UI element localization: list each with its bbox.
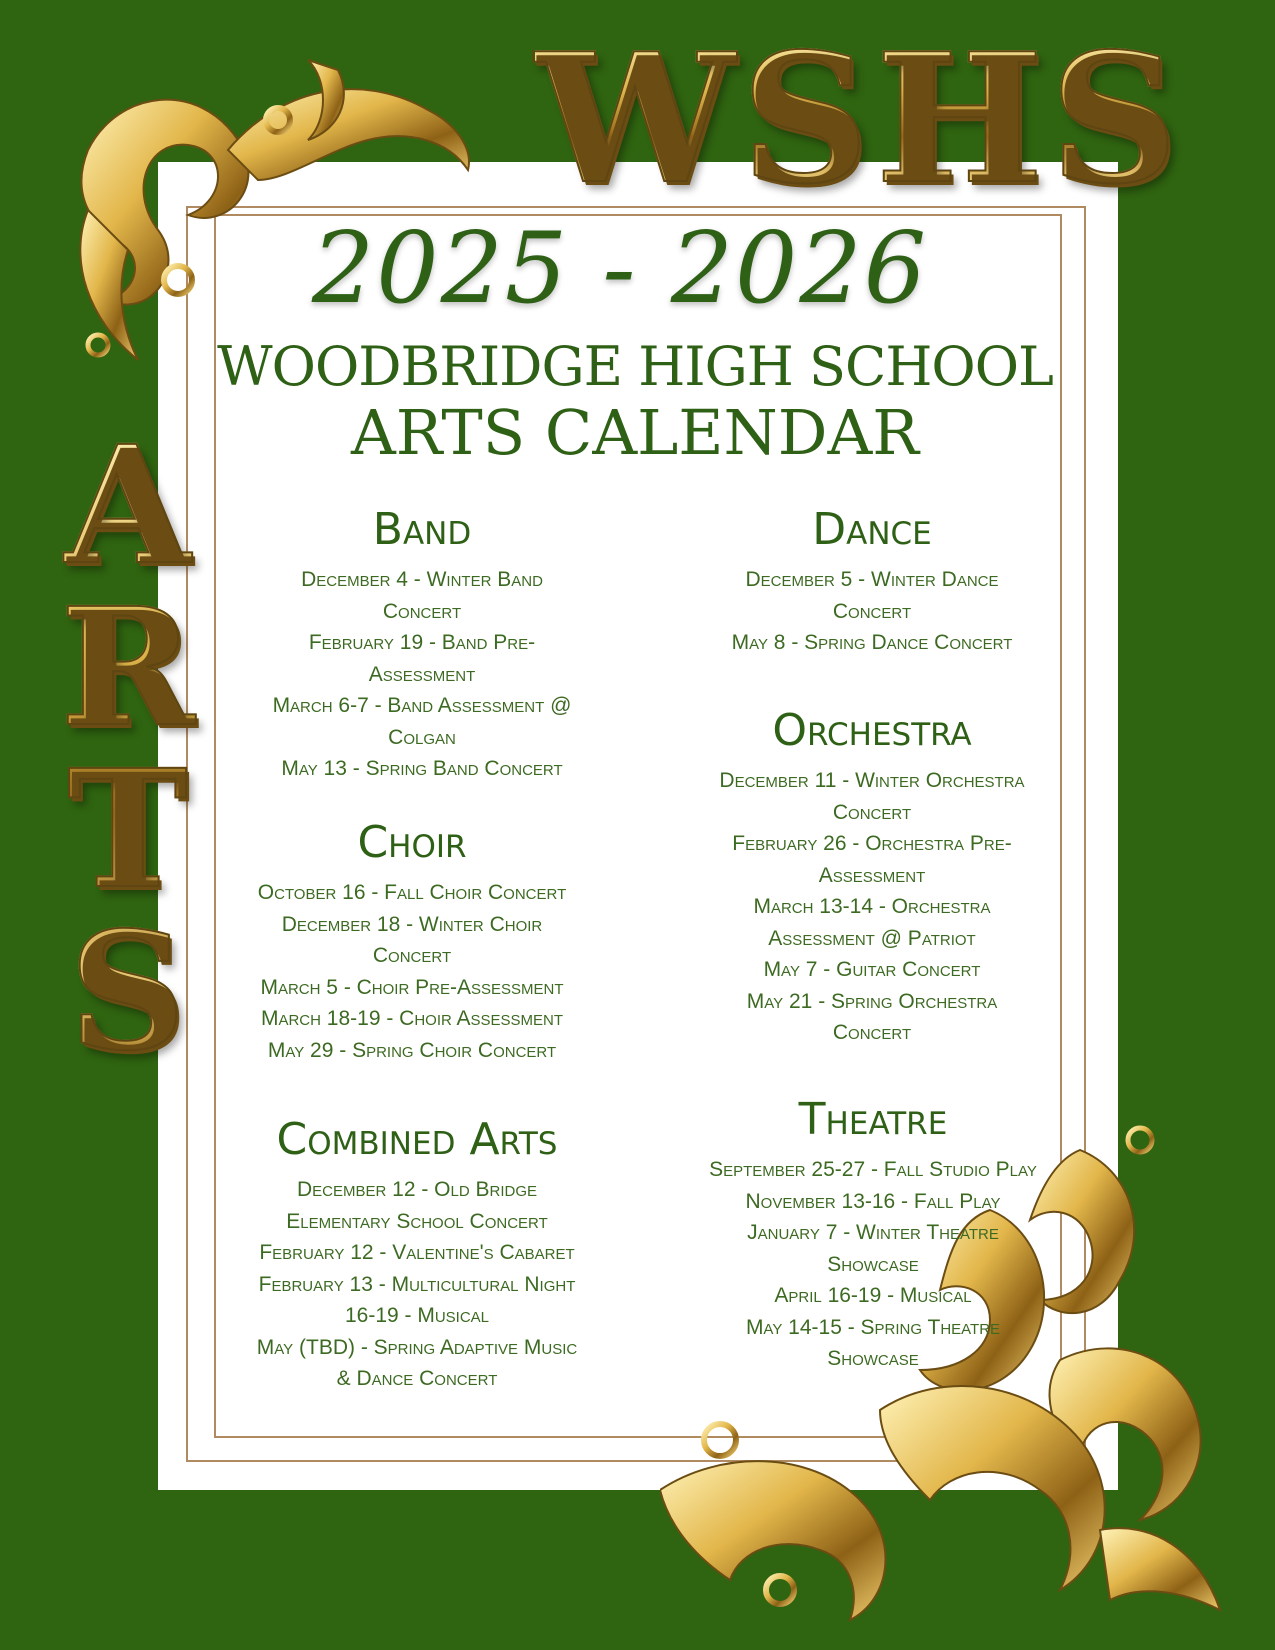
event-line: Concert bbox=[372, 944, 452, 967]
event-list bbox=[672, 564, 1072, 659]
arts-letter: T bbox=[67, 735, 188, 925]
section-choir bbox=[212, 815, 612, 1066]
section-combined-arts bbox=[212, 1112, 622, 1395]
event-line: February 13 - Multicultural Night bbox=[258, 1272, 576, 1296]
event-line: May 29 - Spring Choir Concert bbox=[267, 1038, 557, 1062]
event-line: Concert bbox=[382, 599, 462, 623]
event-line: September 25-27 - Fall Studio Play bbox=[709, 1158, 1037, 1181]
event-line: Concert bbox=[832, 599, 912, 623]
event-list bbox=[212, 1174, 622, 1395]
section-title: Combined Arts bbox=[276, 1114, 558, 1165]
section-band bbox=[222, 502, 622, 785]
event-line: Assessment bbox=[368, 662, 476, 686]
event-line: Colgan bbox=[388, 725, 456, 749]
event-line: & Dance Concert bbox=[336, 1367, 498, 1390]
arts-letter: S bbox=[69, 897, 186, 1087]
event-line: May 14-15 - Spring Theatre bbox=[745, 1315, 1001, 1339]
event-line: Showcase bbox=[827, 1347, 919, 1370]
event-line: December 12 - Old Bridge bbox=[296, 1178, 538, 1201]
calendar-title: ARTS CALENDAR bbox=[351, 396, 919, 469]
arts-letter: A bbox=[64, 411, 191, 601]
event-line: December 5 - Winter Dance bbox=[745, 568, 999, 591]
section-title: Theatre bbox=[798, 1094, 948, 1145]
event-line: May 21 - Spring Orchestra bbox=[746, 989, 998, 1013]
event-line: Showcase bbox=[827, 1252, 919, 1276]
event-line: March 6-7 - Band Assessment @ bbox=[272, 694, 572, 717]
event-line: Assessment bbox=[818, 863, 926, 887]
event-list bbox=[222, 564, 622, 785]
event-list bbox=[672, 765, 1072, 1049]
wshs-title: WSHS bbox=[535, 14, 1185, 223]
section-title: Dance bbox=[812, 504, 932, 555]
section-orchestra bbox=[672, 703, 1072, 1049]
event-line: May (TBD) - Spring Adaptive Music bbox=[256, 1335, 578, 1359]
event-line: April 16-19 - Musical bbox=[774, 1284, 972, 1307]
section-dance bbox=[672, 502, 1072, 659]
event-line: May 7 - Guitar Concert bbox=[763, 958, 981, 981]
arts-vertical-title bbox=[40, 411, 215, 1087]
event-line: December 11 - Winter Orchestra bbox=[719, 769, 1025, 792]
event-line: Elementary School Concert bbox=[286, 1209, 548, 1233]
event-line: February 12 - Valentine's Cabaret bbox=[259, 1241, 575, 1264]
event-line: March 18-19 - Choir Assessment bbox=[260, 1007, 564, 1030]
event-list bbox=[212, 877, 612, 1066]
year-heading: 2025 - 2026 bbox=[311, 212, 929, 326]
event-line: March 13-14 - Orchestra bbox=[753, 895, 991, 918]
event-line: May 13 - Spring Band Concert bbox=[281, 757, 563, 780]
section-theatre bbox=[668, 1092, 1078, 1375]
arts-letter: R bbox=[60, 573, 195, 763]
event-line: February 19 - Band Pre- bbox=[308, 631, 536, 654]
event-line: January 7 - Winter Theatre bbox=[747, 1221, 999, 1244]
event-line: May 8 - Spring Dance Concert bbox=[731, 631, 1013, 654]
event-line: Concert bbox=[832, 800, 912, 824]
section-title: Band bbox=[372, 504, 472, 555]
event-line: December 4 - Winter Band bbox=[301, 568, 543, 591]
event-list bbox=[668, 1154, 1078, 1375]
event-line: Concert bbox=[832, 1021, 912, 1044]
event-line: November 13-16 - Fall Play bbox=[745, 1189, 1001, 1213]
event-line: March 5 - Choir Pre-Assessment bbox=[260, 975, 564, 999]
event-line: December 18 - Winter Choir bbox=[281, 912, 543, 936]
event-line: February 26 - Orchestra Pre- bbox=[732, 832, 1012, 855]
section-title: Orchestra bbox=[772, 705, 972, 756]
section-title: Choir bbox=[357, 817, 467, 868]
event-line: Assessment @ Patriot bbox=[768, 926, 976, 950]
school-name: WOODBRIDGE HIGH SCHOOL bbox=[217, 335, 1053, 398]
event-line: October 16 - Fall Choir Concert bbox=[257, 881, 567, 904]
event-line: 16-19 - Musical bbox=[344, 1304, 490, 1327]
